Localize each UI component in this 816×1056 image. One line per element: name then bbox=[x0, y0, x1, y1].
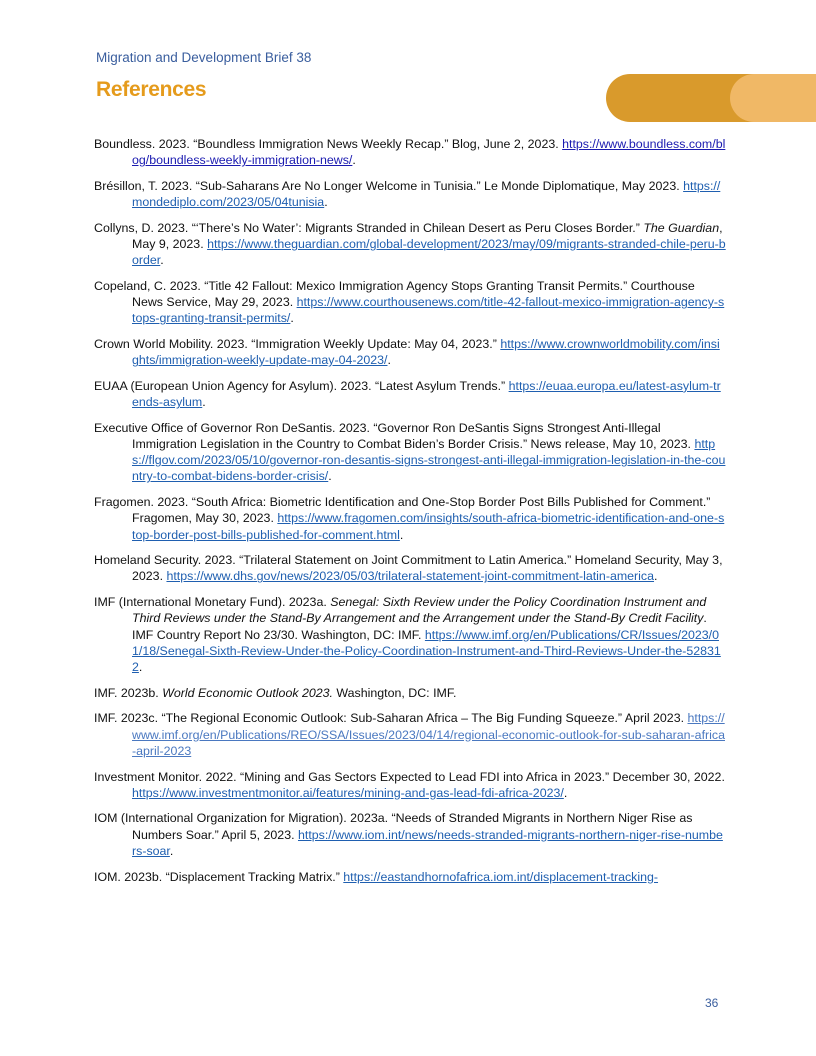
reference-text: Copeland, C. 2023. “Title 42 Fallout: Mexico Immigration Agency Stops Granting Transit Permits.” Courthouse News Service, May 29, 2023. bbox=[94, 278, 695, 310]
reference-entry bbox=[94, 494, 726, 543]
reference-link[interactable]: https://mondediplo.com/2023/05/04tunisia bbox=[132, 178, 721, 210]
reference-text: Investment Monitor. 2022. “Mining and Gas Sectors Expected to Lead FDI into Africa in 2023.” December 30, 2022. bbox=[94, 769, 725, 784]
reference-punctuation: . bbox=[290, 311, 294, 326]
reference-punctuation: . bbox=[324, 195, 328, 210]
reference-text: Crown World Mobility. 2023. “Immigration Weekly Update: May 04, 2023.” bbox=[94, 337, 501, 352]
reference-punctuation: . bbox=[202, 395, 206, 410]
reference-entry bbox=[94, 278, 726, 327]
reference-text: Collyns, D. 2023. “‘There’s No Water’: Migrants Stranded in Chilean Desert as Peru Closes Border.” bbox=[94, 220, 644, 235]
reference-entry bbox=[94, 769, 726, 801]
reference-text: Fragomen. 2023. “South Africa: Biometric Identification and One-Stop Border Post Bills Published for Comment.” Fragomen, May 30, 2023. bbox=[94, 495, 711, 526]
reference-entry bbox=[94, 178, 726, 210]
reference-text: Homeland Security. 2023. “Trilateral Statement on Joint Commitment to Latin America.” Homeland Security, May 3, 2023. bbox=[94, 553, 723, 584]
reference-entry bbox=[94, 336, 726, 368]
reference-entry bbox=[94, 136, 726, 168]
reference-text: Executive Office of Governor Ron DeSantis. 2023. “Governor Ron DeSantis Signs Strongest Anti-Illegal Immigration Legislation in the Country to Combat Biden’s Border Crisis.” News release, May 10, 2023. bbox=[94, 420, 695, 452]
reference-entry bbox=[94, 220, 726, 269]
reference-entry bbox=[94, 378, 726, 410]
reference-punctuation: . bbox=[563, 785, 568, 800]
reference-link[interactable]: https://www.imf.org/en/Publications/REO/SSA/Issues/2023/04/14/regional-economic-outlook-for-sub-saharan-africa-april-2023 bbox=[132, 711, 725, 758]
reference-link[interactable]: https://www.boundless.com/blog/boundless-weekly-immigration-news/ bbox=[132, 137, 726, 168]
running-header: Migration and Development Brief 38 bbox=[96, 50, 312, 65]
reference-entry bbox=[94, 810, 726, 859]
reference-text: IMF. 2023c. “The Regional Economic Outlook: Sub-Saharan Africa – The Big Funding Squeeze.” April 2023. bbox=[94, 711, 688, 726]
reference-punctuation: . bbox=[169, 843, 174, 858]
reference-punctuation: . bbox=[387, 353, 391, 368]
reference-punctuation: . bbox=[138, 659, 143, 674]
reference-link[interactable]: https://flgov.com/2023/05/10/governor-ron-desantis-signs-strongest-anti-illegal-immigration-legislation-in-the-country-to-combat-bidens-border-crisis/ bbox=[132, 437, 726, 484]
reference-link[interactable]: https://www.theguardian.com/global-development/2023/may/09/migrants-stranded-chile-peru-border bbox=[132, 237, 726, 268]
reference-link[interactable]: https://www.iom.int/news/needs-stranded-migrants-northern-niger-rise-numbers-soar bbox=[132, 827, 723, 858]
reference-list bbox=[94, 136, 726, 894]
reference-text: Washington, DC: IMF. bbox=[332, 685, 457, 700]
reference-entry bbox=[94, 710, 726, 759]
reference-link[interactable]: https://www.dhs.gov/news/2023/05/03/trilateral-statement-joint-commitment-latin-america bbox=[166, 569, 655, 584]
reference-text: Brésillon, T. 2023. “Sub-Saharans Are No Longer Welcome in Tunisia.” Le Monde Diplomatique, May 2023. bbox=[94, 178, 684, 193]
reference-link[interactable]: https://www.crownworldmobility.com/insights/immigration-weekly-update-may-04-2023/ bbox=[132, 337, 720, 368]
reference-punctuation: . bbox=[352, 153, 356, 168]
reference-link[interactable]: https://www.investmentmonitor.ai/features/mining-and-gas-lead-fdi-africa-2023/ bbox=[132, 785, 564, 800]
reference-text: , May 9, 2023. bbox=[132, 220, 723, 252]
reference-link[interactable]: https://www.fragomen.com/insights/south-africa-biometric-identification-and-one-stop-border-post-bills-published-for-comment.html bbox=[132, 511, 725, 542]
reference-entry bbox=[94, 552, 726, 584]
reference-entry bbox=[94, 685, 726, 701]
reference-punctuation: . bbox=[328, 469, 332, 484]
reference-link[interactable]: https://euaa.europa.eu/latest-asylum-trends-asylum bbox=[132, 378, 721, 410]
decoration-light-band bbox=[730, 74, 816, 122]
header-decoration bbox=[606, 74, 816, 122]
reference-text: IOM. 2023b. “Displacement Tracking Matrix.” bbox=[94, 869, 344, 884]
reference-link[interactable]: https://www.imf.org/en/Publications/CR/Issues/2023/01/18/Senegal-Sixth-Review-Under-the-Policy-Coordination-Instrument-and-Third-Reviews-Under-the-528312 bbox=[132, 627, 721, 674]
reference-text: Boundless. 2023. “Boundless Immigration News Weekly Recap.” Blog, June 2, 2023. bbox=[94, 137, 563, 151]
reference-italic-title: Senegal: Sixth Review under the Policy Coordination Instrument and Third Reviews under the Stand-By Arrangement and the Arrangement under the Stand-By Credit Facility bbox=[132, 595, 707, 626]
reference-text: EUAA (European Union Agency for Asylum). 2023. “Latest Asylum Trends.” bbox=[94, 378, 509, 393]
reference-text: IMF (International Monetary Fund). 2023a. bbox=[94, 595, 331, 610]
reference-punctuation: . bbox=[160, 253, 164, 268]
reference-entry bbox=[94, 594, 726, 675]
reference-italic-title: World Economic Outlook 2023. bbox=[162, 685, 333, 700]
page-title: References bbox=[96, 78, 207, 101]
reference-entry bbox=[94, 420, 726, 485]
reference-link[interactable]: https://eastandhornofafrica.iom.int/displacement-tracking- bbox=[343, 869, 659, 884]
reference-text: IOM (International Organization for Migration). 2023a. “Needs of Stranded Migrants in Northern Niger Rise as Numbers Soar.” April 5, 2023. bbox=[94, 811, 693, 842]
reference-punctuation: . bbox=[654, 569, 658, 584]
page-number: 36 bbox=[705, 996, 719, 1010]
reference-text: IMF. 2023b. bbox=[94, 685, 163, 700]
reference-text: . IMF Country Report No 23/30. Washington, DC: IMF. bbox=[132, 611, 707, 642]
reference-link[interactable]: https://www.courthousenews.com/title-42-fallout-mexico-immigration-agency-stops-granting-transit-permits/ bbox=[132, 295, 725, 326]
reference-entry bbox=[94, 869, 726, 885]
reference-punctuation: . bbox=[399, 527, 404, 542]
reference-italic-title: The Guardian bbox=[643, 220, 720, 235]
